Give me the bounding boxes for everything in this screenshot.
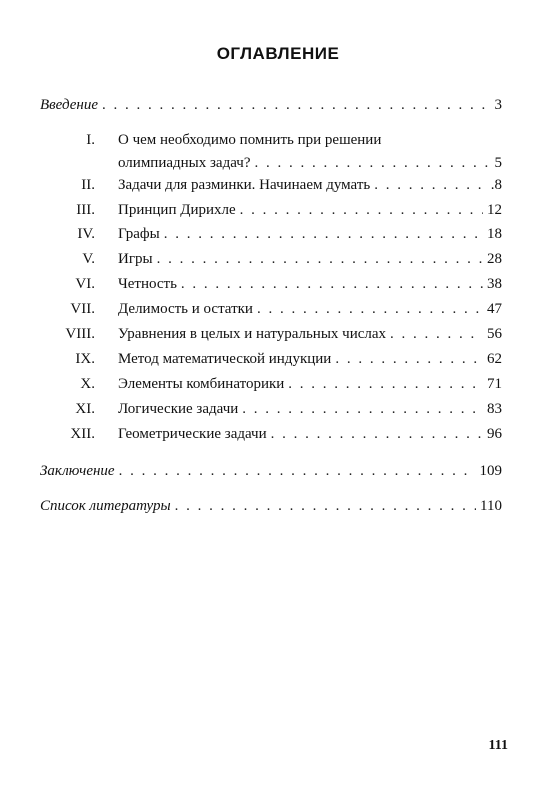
toc-entry-page: 110	[480, 498, 502, 514]
dot-leader	[254, 154, 490, 172]
dot-leader	[242, 400, 483, 418]
toc-entry-label: Метод математической индукции	[118, 351, 332, 367]
toc-entry-page: 83	[487, 401, 502, 417]
toc-entry-chapter-1	[40, 131, 502, 172]
toc-entry-label: Уравнения в целых и натуральных числах	[118, 326, 387, 342]
toc-entry-page: 12	[487, 202, 502, 218]
toc-entry-introduction	[40, 96, 502, 114]
dot-leader	[157, 250, 483, 268]
dot-leader	[374, 176, 487, 194]
chapter-number: IX.	[75, 351, 95, 367]
toc-entry-label: Геометрические задачи	[118, 426, 267, 442]
toc-entry-chapter-2	[40, 176, 502, 194]
toc-entry-label: Заключение	[40, 463, 115, 479]
toc-entry-chapter-5	[40, 250, 502, 268]
chapter-number: VIII.	[65, 326, 95, 342]
toc-entry-page: 62	[487, 351, 502, 367]
toc-entry-page: 109	[479, 463, 502, 479]
toc-entry-label: Задачи для разминки. Начинаем думать	[118, 177, 371, 193]
toc-entry-chapter-7	[40, 300, 502, 318]
dot-leader	[181, 275, 483, 293]
toc-entry-chapter-8	[40, 325, 502, 343]
dot-leader	[390, 325, 483, 343]
toc-entry-conclusion	[40, 462, 502, 480]
toc-entry-chapter-12	[40, 425, 502, 443]
dot-leader	[102, 96, 491, 114]
toc-entry-label: Элементы комбинаторики	[118, 376, 285, 392]
dot-leader	[119, 462, 476, 480]
toc-entry-page: .8	[490, 177, 502, 193]
toc-entry-chapter-11	[40, 400, 502, 418]
toc-entry-page: 71	[487, 376, 502, 392]
chapter-number: V.	[82, 251, 95, 267]
toc-entry-chapter-6	[40, 275, 502, 293]
toc-entry-chapter-9	[40, 350, 502, 368]
toc-entry-page: 3	[494, 97, 502, 113]
toc-entry-page: 28	[487, 251, 502, 267]
toc-entry-bibliography	[40, 497, 502, 515]
toc-entry-label: Графы	[118, 226, 160, 242]
chapter-number: I.	[86, 132, 95, 148]
toc-entry-label: Делимость и остатки	[118, 301, 253, 317]
page-number: 111	[488, 738, 508, 753]
dot-leader	[175, 497, 476, 515]
toc-entry-chapter-10	[40, 375, 502, 393]
toc-entry-label: Игры	[118, 251, 153, 267]
dot-leader	[335, 350, 483, 368]
chapter-number: VII.	[70, 301, 95, 317]
dot-leader	[164, 225, 483, 243]
toc-entry-label: Принцип Дирихле	[118, 202, 236, 218]
toc-entry-label: Список литературы	[40, 498, 171, 514]
chapter-number: IV.	[77, 226, 95, 242]
toc-title: ОГЛАВЛЕНИЕ	[216, 44, 340, 63]
chapter-number: X.	[80, 376, 95, 392]
dot-leader	[240, 201, 483, 219]
toc-entry-page: 5	[494, 155, 502, 171]
dot-leader	[257, 300, 483, 318]
toc-entry-page: 18	[487, 226, 502, 242]
toc-entry-label: олимпиадных задач?	[118, 155, 251, 171]
toc-entry-chapter-4	[40, 225, 502, 243]
toc-entry-label: Введение	[40, 97, 98, 113]
dot-leader	[288, 375, 483, 393]
dot-leader	[271, 425, 483, 443]
chapter-number: XII.	[70, 426, 95, 442]
toc-entry-chapter-3	[40, 201, 502, 219]
toc-entry-page: 47	[487, 301, 502, 317]
chapter-number: II.	[81, 177, 95, 193]
toc-entry-label: Логические задачи	[118, 401, 239, 417]
toc-entry-label-line1: О чем необходимо помнить при решении	[118, 132, 382, 148]
chapter-number: III.	[76, 202, 95, 218]
toc-entry-page: 96	[487, 426, 502, 442]
chapter-number: XI.	[75, 401, 95, 417]
chapter-number: VI.	[75, 276, 95, 292]
toc-entry-page: 38	[487, 276, 502, 292]
toc-entry-label: Четность	[118, 276, 177, 292]
toc-entry-page: 56	[487, 326, 502, 342]
